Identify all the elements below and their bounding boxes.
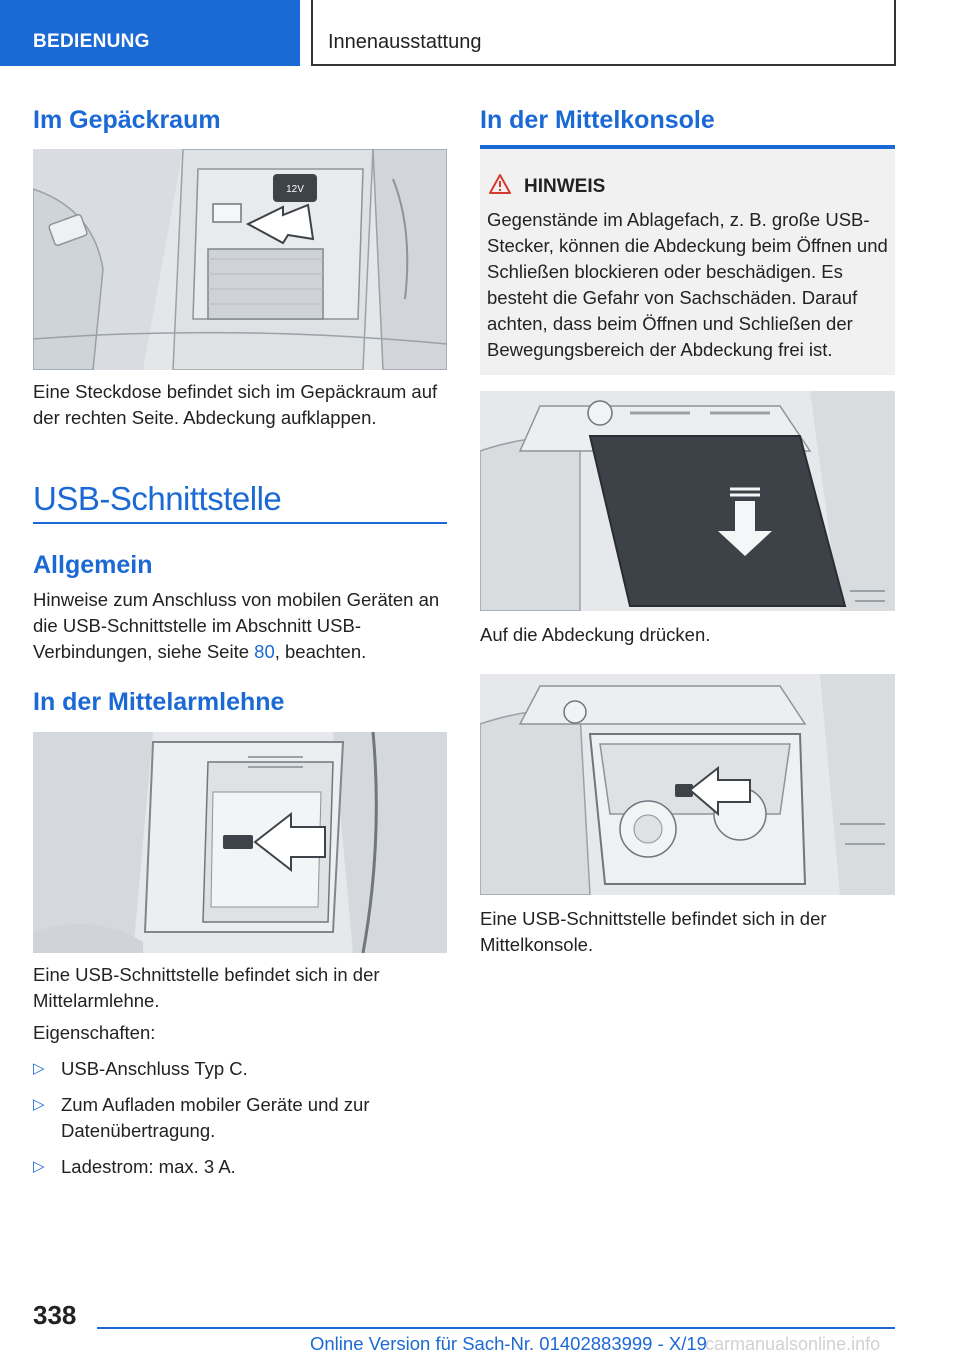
list-item <box>33 1154 447 1180</box>
online-version-text: Online Version für Sach-Nr. 01402883999 - X/19 <box>310 1333 707 1354</box>
triangle-bullet-icon: ▷ <box>33 1096 45 1113</box>
general-text-end: , beachten. <box>274 641 367 662</box>
figure-console-cover <box>480 391 895 611</box>
luggage-text: Eine Steckdose befindet sich im Gepäckraum auf der rechten Seite. Abdeckung aufklappen. <box>33 381 438 428</box>
heading-armrest: In der Mittelarmlehne <box>33 688 285 716</box>
triangle-bullet-icon: ▷ <box>33 1158 45 1175</box>
topic-title: Innenausstattung <box>311 0 896 66</box>
list-item-text: Zum Aufladen mobiler Geräte und zur Datenübertragung. <box>61 1094 370 1141</box>
notice-text: Gegenstände im Ablagefach, z. B. große USB-Stecker, können die Abdeckung beim Öffnen und Schließen blockieren oder beschädigen. Es besteht die Gefahr von Sachschäden. Darauf achten, dass beim Öffnen und Schließen der Bewegungsbereich der Abdeckung frei ist. <box>487 209 888 360</box>
figure-armrest-usb <box>33 732 447 953</box>
notice-box <box>480 145 895 375</box>
figure-luggage-socket <box>33 149 447 370</box>
notice-heading <box>488 173 605 198</box>
triangle-bullet-icon: ▷ <box>33 1060 45 1077</box>
figure-console-usb <box>480 674 895 895</box>
heading-center-console: In der Mittelkonsole <box>480 106 715 134</box>
general-text-start: Hinweise zum Anschluss von mobilen Geräten an die USB-Schnittstelle im Abschnitt USB-Verbindungen, siehe Seite <box>33 589 440 662</box>
armrest-text: Eine USB-Schnittstelle befindet sich in der Mittelarmlehne. <box>33 964 380 1011</box>
heading-luggage: Im Gepäckraum <box>33 106 221 134</box>
general-text <box>33 587 447 665</box>
heading-usb-interface: USB-Schnittstelle <box>33 480 282 517</box>
usb-heading-rule <box>33 522 447 524</box>
page-header <box>0 0 960 66</box>
heading-general: Allgemein <box>33 551 153 579</box>
socket-12v-label: 12V <box>286 184 304 195</box>
list-item-text: Ladestrom: max. 3 A. <box>61 1156 236 1177</box>
properties-label: Eigenschaften: <box>33 1022 156 1043</box>
page-link-80[interactable]: 80 <box>254 641 275 662</box>
properties-list <box>33 1056 447 1190</box>
page-number: 338 <box>33 1300 77 1330</box>
console-usb-text: Eine USB-Schnittstelle befindet sich in der Mittelkonsole. <box>480 908 827 955</box>
list-item <box>33 1092 447 1144</box>
list-item <box>33 1056 447 1082</box>
footer-rule <box>97 1327 895 1329</box>
watermark: carmanualsonline.info <box>705 1334 881 1354</box>
section-tab: BEDIENUNG <box>0 0 300 66</box>
console-press-text: Auf die Abdeckung drücken. <box>480 624 711 645</box>
warning-triangle-icon <box>488 173 512 195</box>
notice-label: HINWEIS <box>524 176 606 197</box>
list-item-text: USB-Anschluss Typ C. <box>61 1058 248 1079</box>
